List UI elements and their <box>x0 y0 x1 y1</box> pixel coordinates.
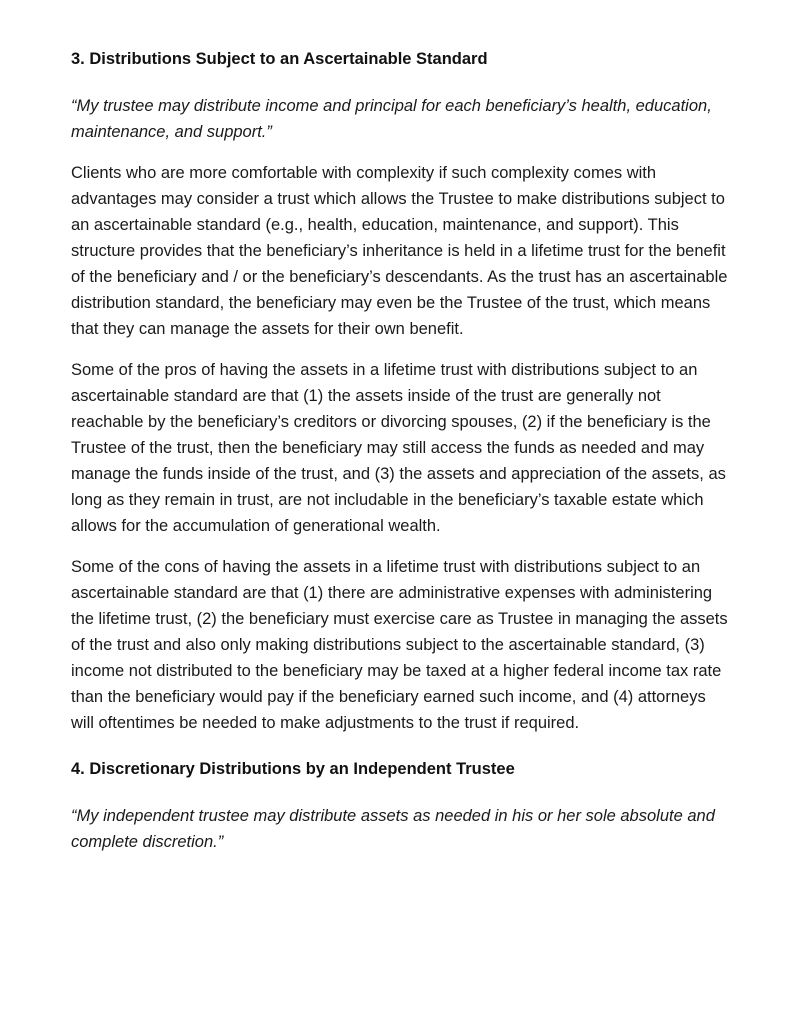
section-quote: “My independent trustee may distribute assets as needed in his or her sole absolute and complete discretion.” <box>71 807 715 851</box>
body-paragraph: Clients who are more comfortable with complexity if such complexity comes with advantages may consider a trust which allows the Trustee to make distributions subject to an ascertainable standard (e.g., health, education, maintenance, and support). This structure provides that the beneficiary’s inheritance is held in a lifetime trust for the benefit of the beneficiary and / or the beneficiary’s descendants. As the trust has an ascertainable distribution standard, the beneficiary may even be the Trustee of the trust, which means that they can manage the assets for their own benefit. <box>71 164 728 338</box>
body-paragraph: Some of the cons of having the assets in a lifetime trust with distributions subject to an ascertainable standard are that (1) there are administrative expenses with administering the lifetime trust, (2) the beneficiary must exercise care as Trustee in managing the assets of the trust and also only making distributions subject to the ascertainable standard, (3) income not distributed to the beneficiary may be taxed at a higher federal income tax rate than the beneficiary would pay if the beneficiary earned such income, and (4) attorneys will oftentimes be needed to make adjustments to the trust if required. <box>71 558 728 732</box>
section-heading: 3. Distributions Subject to an Ascertainable Standard <box>71 50 488 68</box>
section-heading: 4. Discretionary Distributions by an Independent Trustee <box>71 760 515 778</box>
section-quote: “My trustee may distribute income and principal for each beneficiary’s health, education, maintenance, and support.” <box>71 97 712 141</box>
document-body <box>71 46 731 855</box>
body-paragraph: Some of the pros of having the assets in a lifetime trust with distributions subject to an ascertainable standard are that (1) the assets inside of the trust are generally not reachable by the beneficiary’s creditors or divorcing spouses, (2) if the beneficiary is the Trustee of the trust, then the beneficiary may still access the funds as needed and may manage the funds inside of the trust, and (3) the assets and appreciation of the assets, as long as they remain in trust, are not includable in the beneficiary’s taxable estate which allows for the accumulation of generational wealth. <box>71 361 726 535</box>
